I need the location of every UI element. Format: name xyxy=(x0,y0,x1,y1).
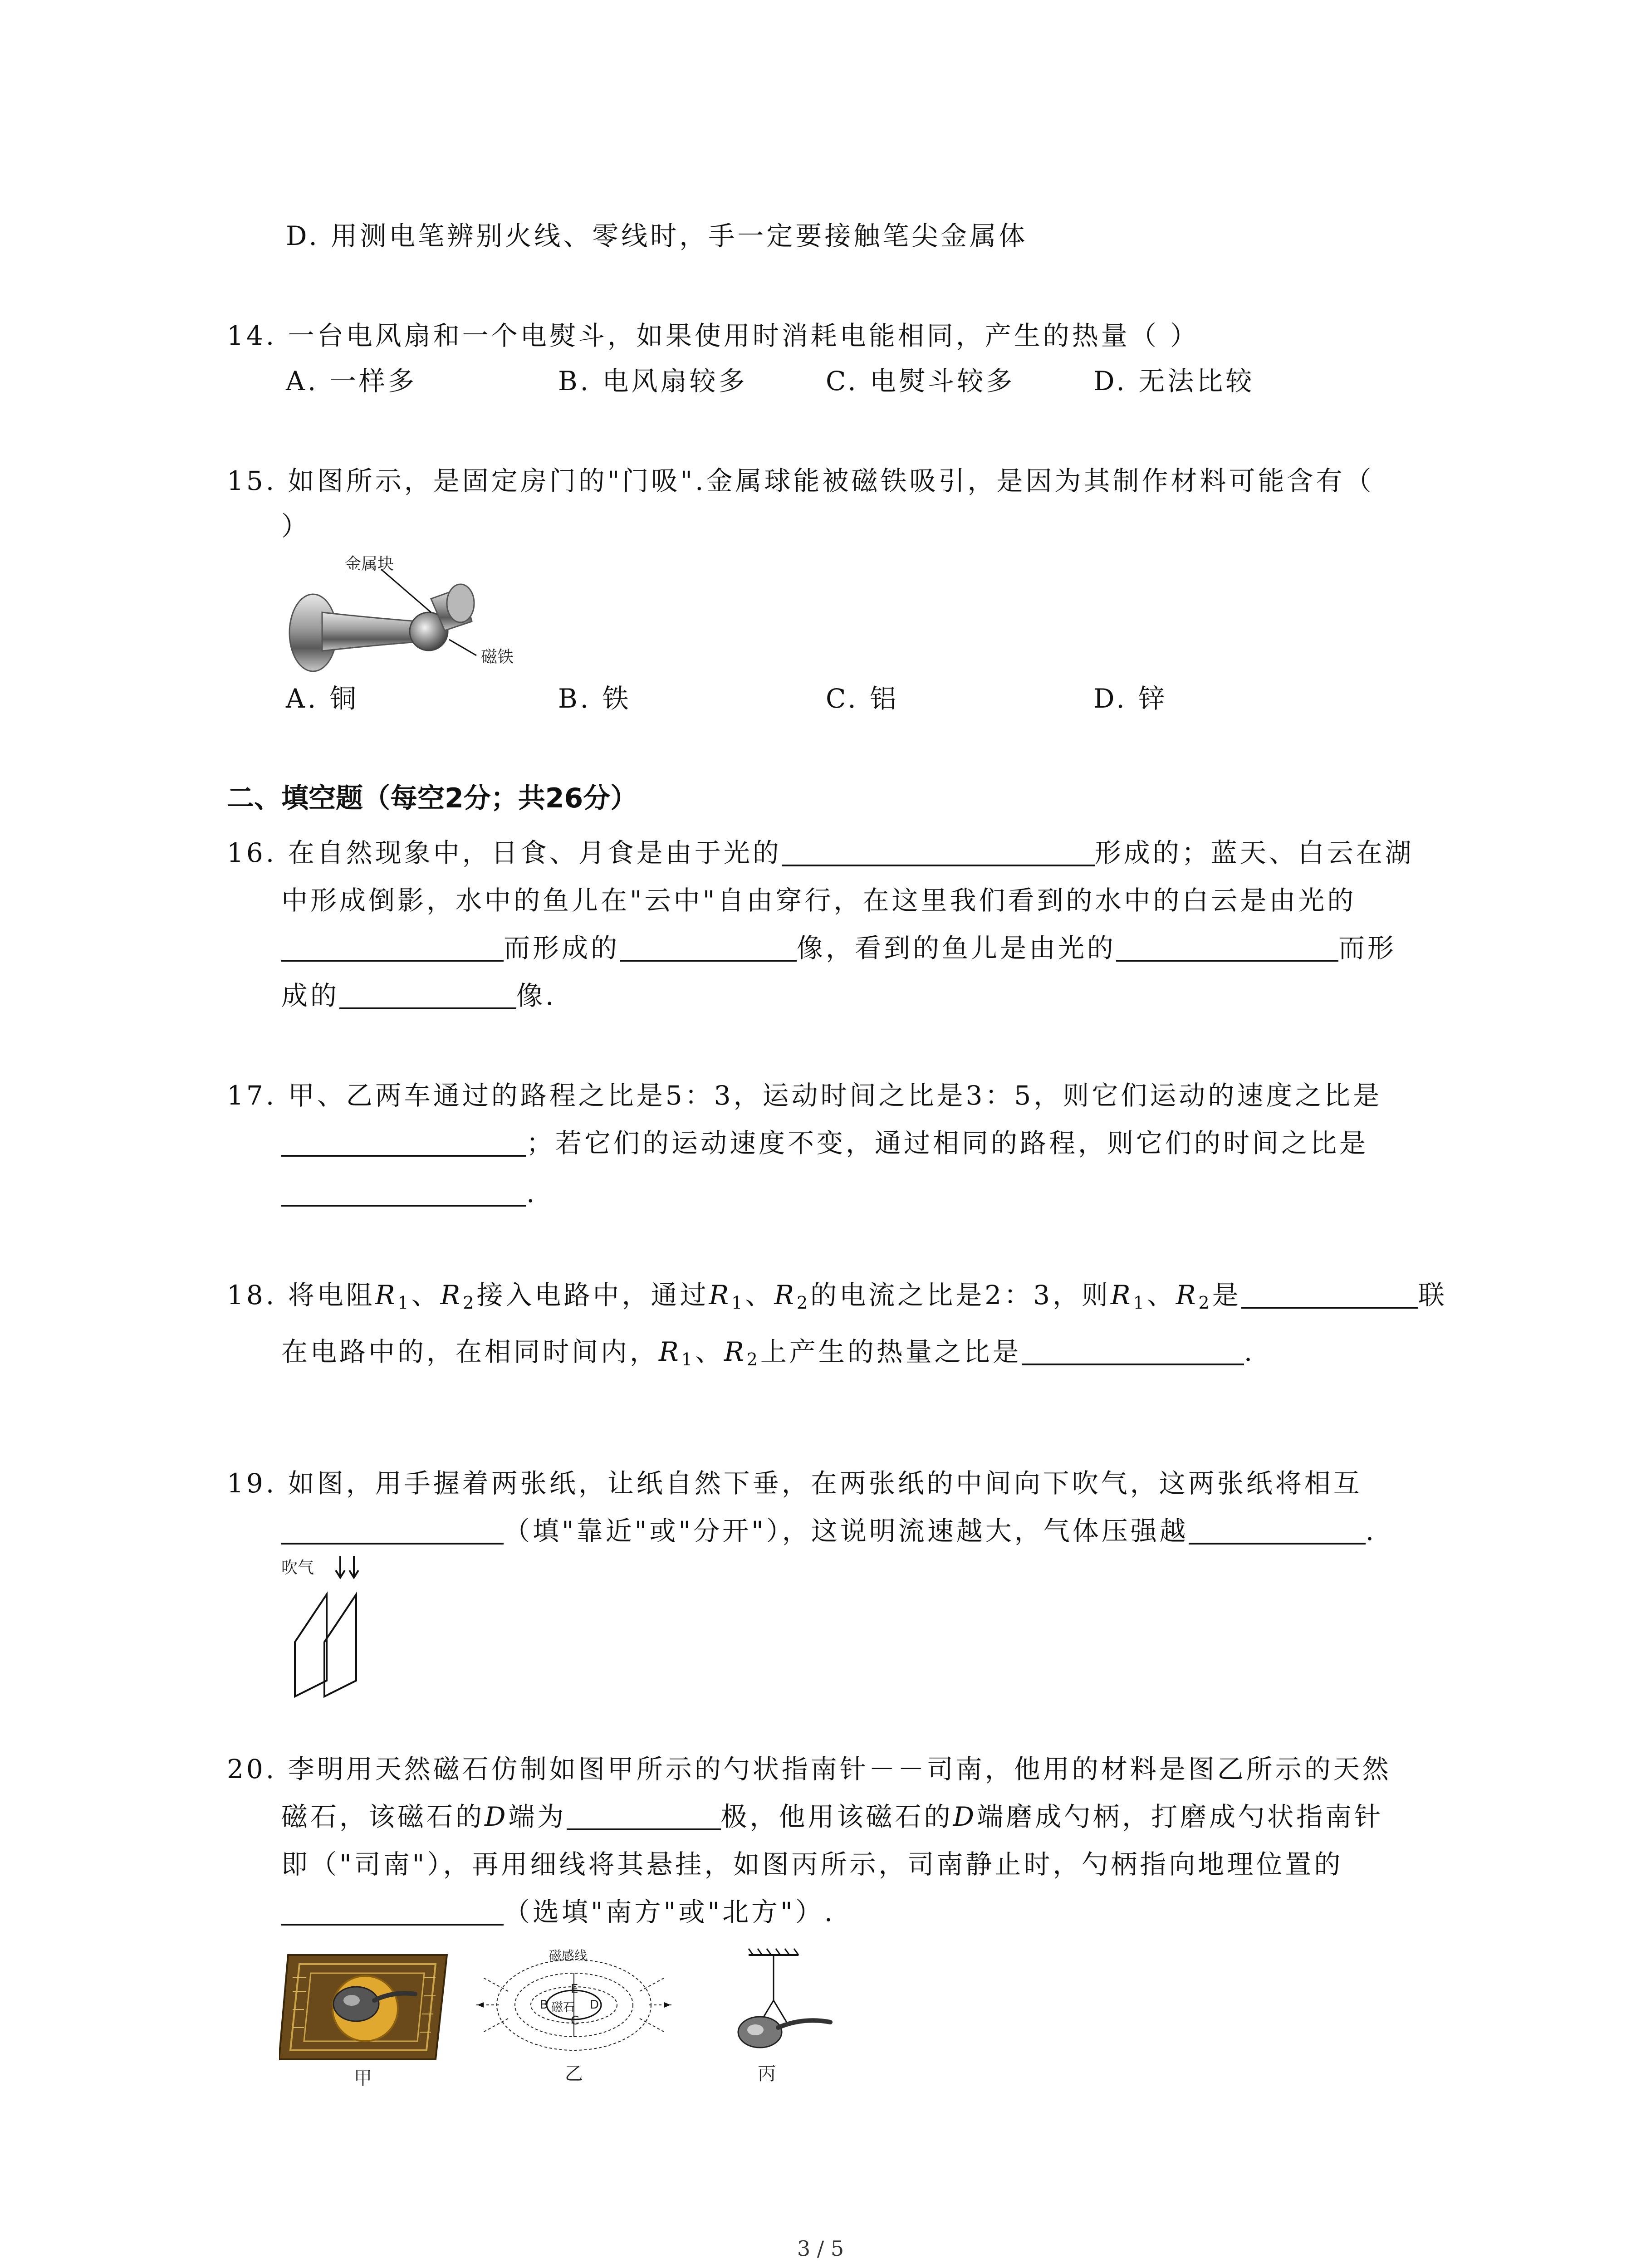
q18-line1 xyxy=(227,1277,1447,1321)
q17-line1 xyxy=(227,1077,1382,1114)
q19-blank-2[interactable] xyxy=(1189,1515,1366,1545)
label-stone: 磁石 xyxy=(551,2001,575,2014)
label-b: B xyxy=(540,1998,548,2012)
q20-text: 端为 xyxy=(508,1801,567,1832)
subscript: 2 xyxy=(1198,1293,1212,1313)
label-bing: 丙 xyxy=(758,2063,776,2084)
q18-text: 联 xyxy=(1418,1280,1447,1310)
paper-left xyxy=(295,1594,327,1696)
separator: 、 xyxy=(411,1280,441,1310)
q18-text: 接入电路中，通过 xyxy=(476,1280,709,1310)
subscript: 2 xyxy=(797,1293,811,1313)
label-jia: 甲 xyxy=(354,2068,372,2089)
q19-line2 xyxy=(281,1513,1376,1549)
q14-number: 14. xyxy=(227,320,277,351)
q19-number: 19. xyxy=(227,1468,277,1499)
q16-blank-4[interactable] xyxy=(1116,932,1338,962)
q17-line2 xyxy=(281,1125,1368,1161)
q18-blank-2[interactable] xyxy=(1022,1335,1244,1365)
subscript: 2 xyxy=(746,1349,760,1369)
q20-blank-1[interactable] xyxy=(567,1800,721,1830)
q16-line2: 中形成倒影，水中的鱼儿在"云中"自由穿行，在这里我们看到的水中的白云是由光的 xyxy=(281,885,1357,916)
r-symbol: R xyxy=(724,1336,747,1367)
q20-line4 xyxy=(281,1894,835,1930)
label-field-lines: 磁感线 xyxy=(549,1948,588,1963)
q17-line3 xyxy=(281,1175,537,1211)
q18-text: 上产生的热量之比是 xyxy=(760,1336,1022,1367)
q15-option-d: D. 锌 xyxy=(1093,683,1168,714)
label-yi: 乙 xyxy=(565,2063,583,2084)
q20-line2 xyxy=(281,1799,1383,1835)
q20-line3: 即（"司南"），再用细线将其悬挂，如图丙所示，司南静止时，勺柄指向地理位置的 xyxy=(281,1849,1343,1880)
hanging-spoon-figure xyxy=(721,1946,839,2059)
label-magnet: 磁铁 xyxy=(481,648,514,666)
r-symbol: R xyxy=(1176,1280,1199,1310)
q20-text: （选填"南方"或"北方"）. xyxy=(504,1897,836,1927)
subscript: 1 xyxy=(397,1293,411,1313)
q18-text: 在电路中的，在相同时间内， xyxy=(281,1336,659,1367)
q18-text: 是 xyxy=(1212,1280,1241,1310)
q15-stem-text: 如图所示，是固定房门的"门吸".金属球能被磁铁吸引，是因为其制作材料可能含有（ xyxy=(288,465,1374,496)
label-blow: 吹气 xyxy=(281,1559,314,1577)
stem-body xyxy=(322,612,417,651)
r-symbol: R xyxy=(659,1336,681,1367)
separator: 、 xyxy=(1146,1280,1176,1310)
r-symbol: R xyxy=(774,1280,797,1310)
q19-text: （填"靠近"或"分开"），这说明流速越大，气体压强越 xyxy=(504,1515,1189,1546)
q18-text: 的电流之比是2：3，则 xyxy=(810,1280,1111,1310)
q18-text: . xyxy=(1244,1336,1255,1367)
subscript: 2 xyxy=(463,1293,477,1313)
q16-text: 像，看到的鱼儿是由光的 xyxy=(797,933,1117,963)
q16-number: 16. xyxy=(227,837,277,868)
q14-stem xyxy=(227,318,1199,354)
d-symbol: D xyxy=(485,1801,509,1832)
two-papers-figure xyxy=(281,1551,390,1701)
q16-text: 而形 xyxy=(1338,933,1397,963)
subscript: 1 xyxy=(1133,1293,1147,1313)
q20-text: 端磨成勺柄，打磨成勺状指南针 xyxy=(977,1801,1384,1832)
q20-line1 xyxy=(227,1751,1391,1787)
q16-line4 xyxy=(281,978,556,1014)
q16-blank-1[interactable] xyxy=(782,836,1095,866)
label-c: C xyxy=(571,2014,579,2028)
separator: 、 xyxy=(745,1280,774,1310)
q14-option-a: A. 一样多 xyxy=(286,366,417,396)
q17-text: 甲、乙两车通过的路程之比是5：3，运动时间之比是3：5，则它们运动的速度之比是 xyxy=(288,1080,1382,1111)
q16-line1 xyxy=(227,835,1414,871)
q16-blank-3[interactable] xyxy=(620,932,797,962)
label-e: E xyxy=(571,1982,578,1996)
q17-text: . xyxy=(526,1178,538,1208)
q17-number: 17. xyxy=(227,1080,277,1111)
page-number: 3 / 5 xyxy=(797,2236,844,2261)
q18-text: 将电阻 xyxy=(288,1280,375,1310)
section-title: 二、填空题（每空2分；共26分） xyxy=(227,782,638,814)
q20-blank-2[interactable] xyxy=(281,1896,504,1926)
q20-text: 李明用天然磁石仿制如图甲所示的勺状指南针－－司南，他用的材料是图乙所示的天然 xyxy=(288,1754,1391,1784)
q20-text: 磁石，该磁石的 xyxy=(281,1801,485,1832)
q16-text: 成的 xyxy=(281,980,340,1011)
q16-text: 像. xyxy=(516,980,557,1011)
q15-option-b: B. 铁 xyxy=(558,683,632,714)
q19-text: . xyxy=(1365,1515,1377,1546)
q17-blank-1[interactable] xyxy=(281,1127,526,1157)
q20-text: 极，他用该磁石的 xyxy=(720,1801,953,1832)
q16-line3 xyxy=(281,930,1396,966)
d-symbol: D xyxy=(953,1801,977,1832)
q19-blank-1[interactable] xyxy=(281,1515,504,1545)
q17-blank-2[interactable] xyxy=(281,1177,526,1207)
q16-blank-5[interactable] xyxy=(339,979,516,1009)
q20-number: 20. xyxy=(227,1754,277,1784)
q18-number: 18. xyxy=(227,1280,277,1310)
r-symbol: R xyxy=(375,1280,398,1310)
q14-option-d: D. 无法比较 xyxy=(1093,366,1255,396)
subscript: 1 xyxy=(681,1349,695,1369)
r-symbol: R xyxy=(440,1280,463,1310)
q16-text: 在自然现象中，日食、月食是由于光的 xyxy=(288,837,782,868)
sinan-plate-figure xyxy=(279,1950,451,2064)
q14-stem-text: 一台电风扇和一个电熨斗，如果使用时消耗电能相同，产生的热量（ ） xyxy=(288,320,1200,351)
q15-number: 15. xyxy=(227,465,277,496)
q14-option-c: C. 电熨斗较多 xyxy=(826,366,1015,396)
paper-right xyxy=(324,1594,356,1696)
label-d: D xyxy=(590,1998,599,2012)
q16-text: 形成的；蓝天、白云在湖 xyxy=(1094,837,1414,868)
q13-option-d: D. 用测电笔辨别火线、零线时，手一定要接触笔尖金属体 xyxy=(286,220,1028,251)
r-symbol: R xyxy=(1111,1280,1133,1310)
r-symbol: R xyxy=(709,1280,732,1310)
q16-text: 而形成的 xyxy=(504,933,620,963)
q14-option-b: B. 电风扇较多 xyxy=(558,366,748,396)
q15-stem-line2: ） xyxy=(281,511,311,542)
subscript: 1 xyxy=(731,1293,745,1313)
q18-blank-1[interactable] xyxy=(1241,1279,1418,1309)
label-metal-block: 金属块 xyxy=(345,555,394,573)
q19-text: 如图，用手握着两张纸，让纸自然下垂，在两张纸的中间向下吹气，这两张纸将相互 xyxy=(288,1468,1362,1499)
q16-blank-2[interactable] xyxy=(281,932,504,962)
separator: 、 xyxy=(695,1336,724,1367)
q15-stem-line1 xyxy=(227,463,1374,499)
q15-option-c: C. 铝 xyxy=(826,683,899,714)
q17-text: ；若它们的运动速度不变，通过相同的路程，则它们的时间之比是 xyxy=(526,1128,1369,1158)
q18-line2 xyxy=(281,1334,1255,1378)
q15-option-a: A. 铜 xyxy=(286,683,359,714)
q19-line1 xyxy=(227,1465,1362,1501)
